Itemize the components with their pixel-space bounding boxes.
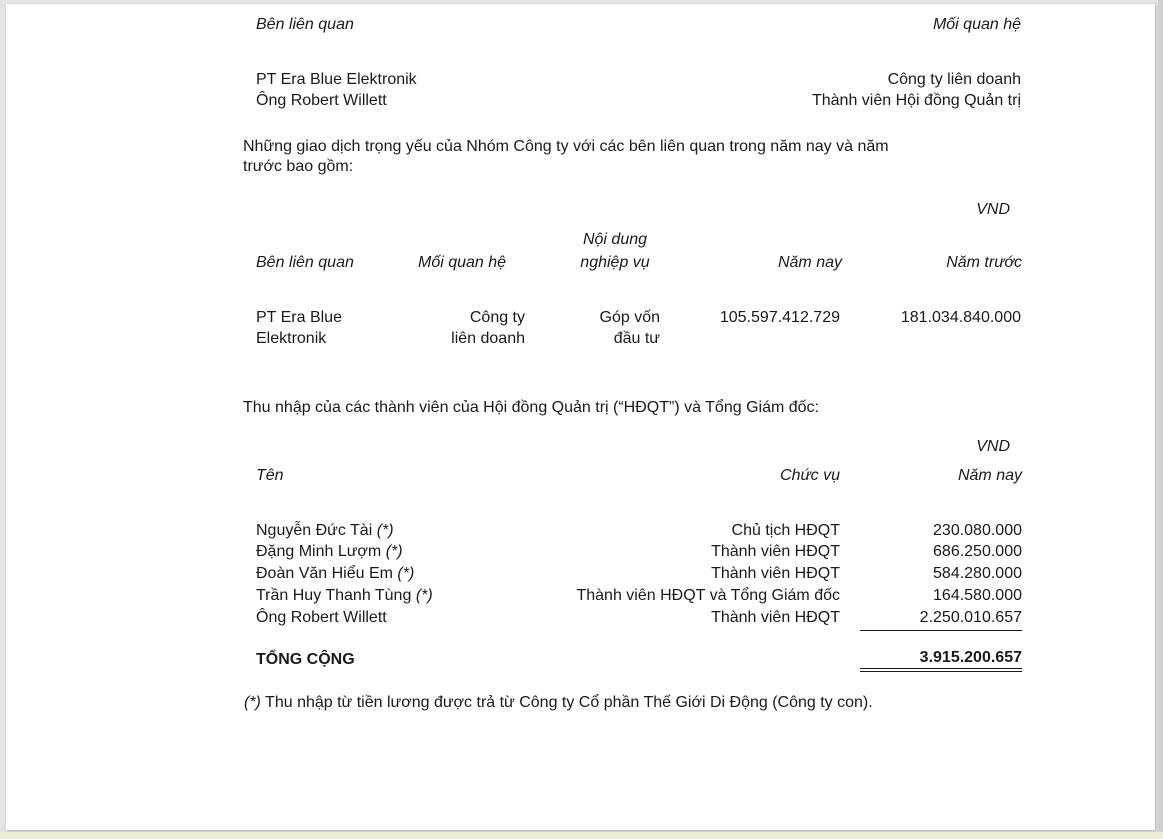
- person-name: Đoàn Văn Hiểu Em: [256, 565, 393, 582]
- person-amount: 686.250.000: [933, 543, 1022, 560]
- footnote-mark: (*): [385, 543, 403, 560]
- footnote-mark: (*): [376, 522, 394, 539]
- related-party-name: Ông Robert Willett: [256, 92, 387, 109]
- person-name: Trần Huy Thanh Tùng: [256, 587, 412, 604]
- col-header-name: Tên: [256, 467, 284, 484]
- person-position: Thành viên HĐQT và Tổng Giám đốc: [576, 587, 840, 604]
- transactions-intro: Những giao dịch trọng yếu của Nhóm Công ty với các bên liên quan trong năm nay và năm: [243, 138, 889, 155]
- remuneration-row-name: [256, 542, 403, 561]
- total-label: TỔNG CỘNG: [256, 651, 355, 668]
- footnote-text: Thu nhập từ tiền lương được trả từ Công ty Cổ phần Thế Giới Di Động (Công ty con).: [265, 694, 873, 711]
- total-amount: 3.915.200.657: [919, 649, 1022, 666]
- footnote: [244, 693, 873, 712]
- person-name: Nguyễn Đức Tài: [256, 522, 373, 539]
- remuneration-row-name: [256, 564, 414, 583]
- related-party-relation: Công ty liên doanh: [887, 71, 1021, 88]
- person-position: Chủ tịch HĐQT: [731, 522, 840, 539]
- person-position: Thành viên HĐQT: [711, 565, 840, 582]
- col-header-content-cont: nghiệp vụ: [580, 254, 650, 271]
- transaction-relation-cont: liên doanh: [451, 330, 525, 347]
- col-header-current-year: Năm nay: [957, 467, 1022, 484]
- transaction-prior-year: 181.034.840.000: [900, 309, 1021, 326]
- col-header-current-year: Năm nay: [777, 254, 842, 271]
- col-header-prior-year: Năm trước: [946, 254, 1022, 271]
- person-position: Thành viên HĐQT: [711, 543, 840, 560]
- footnote-mark: (*): [397, 565, 415, 582]
- footnote-mark: (*): [415, 587, 433, 604]
- related-party-header: Bên liên quan: [256, 16, 354, 33]
- total-rule-2: [860, 671, 1022, 672]
- col-header-party: Bên liên quan: [256, 254, 354, 271]
- currency-label: VND: [976, 201, 1010, 218]
- currency-label: VND: [976, 438, 1010, 455]
- remuneration-intro: Thu nhập của các thành viên của Hội đồng Quản trị (“HĐQT”) và Tổng Giám đốc:: [243, 399, 819, 416]
- related-party-relation: Thành viên Hội đồng Quản trị: [811, 92, 1021, 109]
- total-rule-1: [860, 668, 1022, 669]
- transaction-content: Góp vốn: [599, 309, 660, 326]
- person-amount: 584.280.000: [933, 565, 1022, 582]
- col-header-position: Chức vụ: [780, 467, 840, 484]
- relationship-header: Mối quan hệ: [932, 16, 1021, 33]
- remuneration-row-name: [256, 521, 394, 540]
- person-name: Ông Robert Willett: [256, 609, 387, 626]
- person-name: Đặng Minh Lượm: [256, 543, 382, 560]
- transaction-party-cont: Elektronik: [256, 330, 327, 347]
- subtotal-rule: [860, 630, 1022, 631]
- transaction-content-cont: đầu tư: [613, 330, 660, 347]
- col-header-content: Nội dung: [582, 231, 648, 248]
- transaction-relation: Công ty: [469, 309, 525, 326]
- person-amount: 2.250.010.657: [919, 609, 1022, 626]
- remuneration-row-name: [256, 608, 387, 627]
- page-edge-right: [1158, 0, 1163, 839]
- person-amount: 164.580.000: [933, 587, 1022, 604]
- page-edge-bottom: [0, 832, 1163, 839]
- remuneration-row-name: [256, 586, 433, 605]
- transaction-current-year: 105.597.412.729: [719, 309, 840, 326]
- related-party-name: PT Era Blue Elektronik: [256, 71, 417, 88]
- footnote-mark: (*): [244, 694, 261, 711]
- transactions-intro-cont: trước bao gồm:: [243, 158, 354, 175]
- person-amount: 230.080.000: [933, 522, 1022, 539]
- transaction-party: PT Era Blue: [256, 309, 342, 326]
- person-position: Thành viên HĐQT: [711, 609, 840, 626]
- col-header-relation: Mối quan hệ: [418, 254, 507, 271]
